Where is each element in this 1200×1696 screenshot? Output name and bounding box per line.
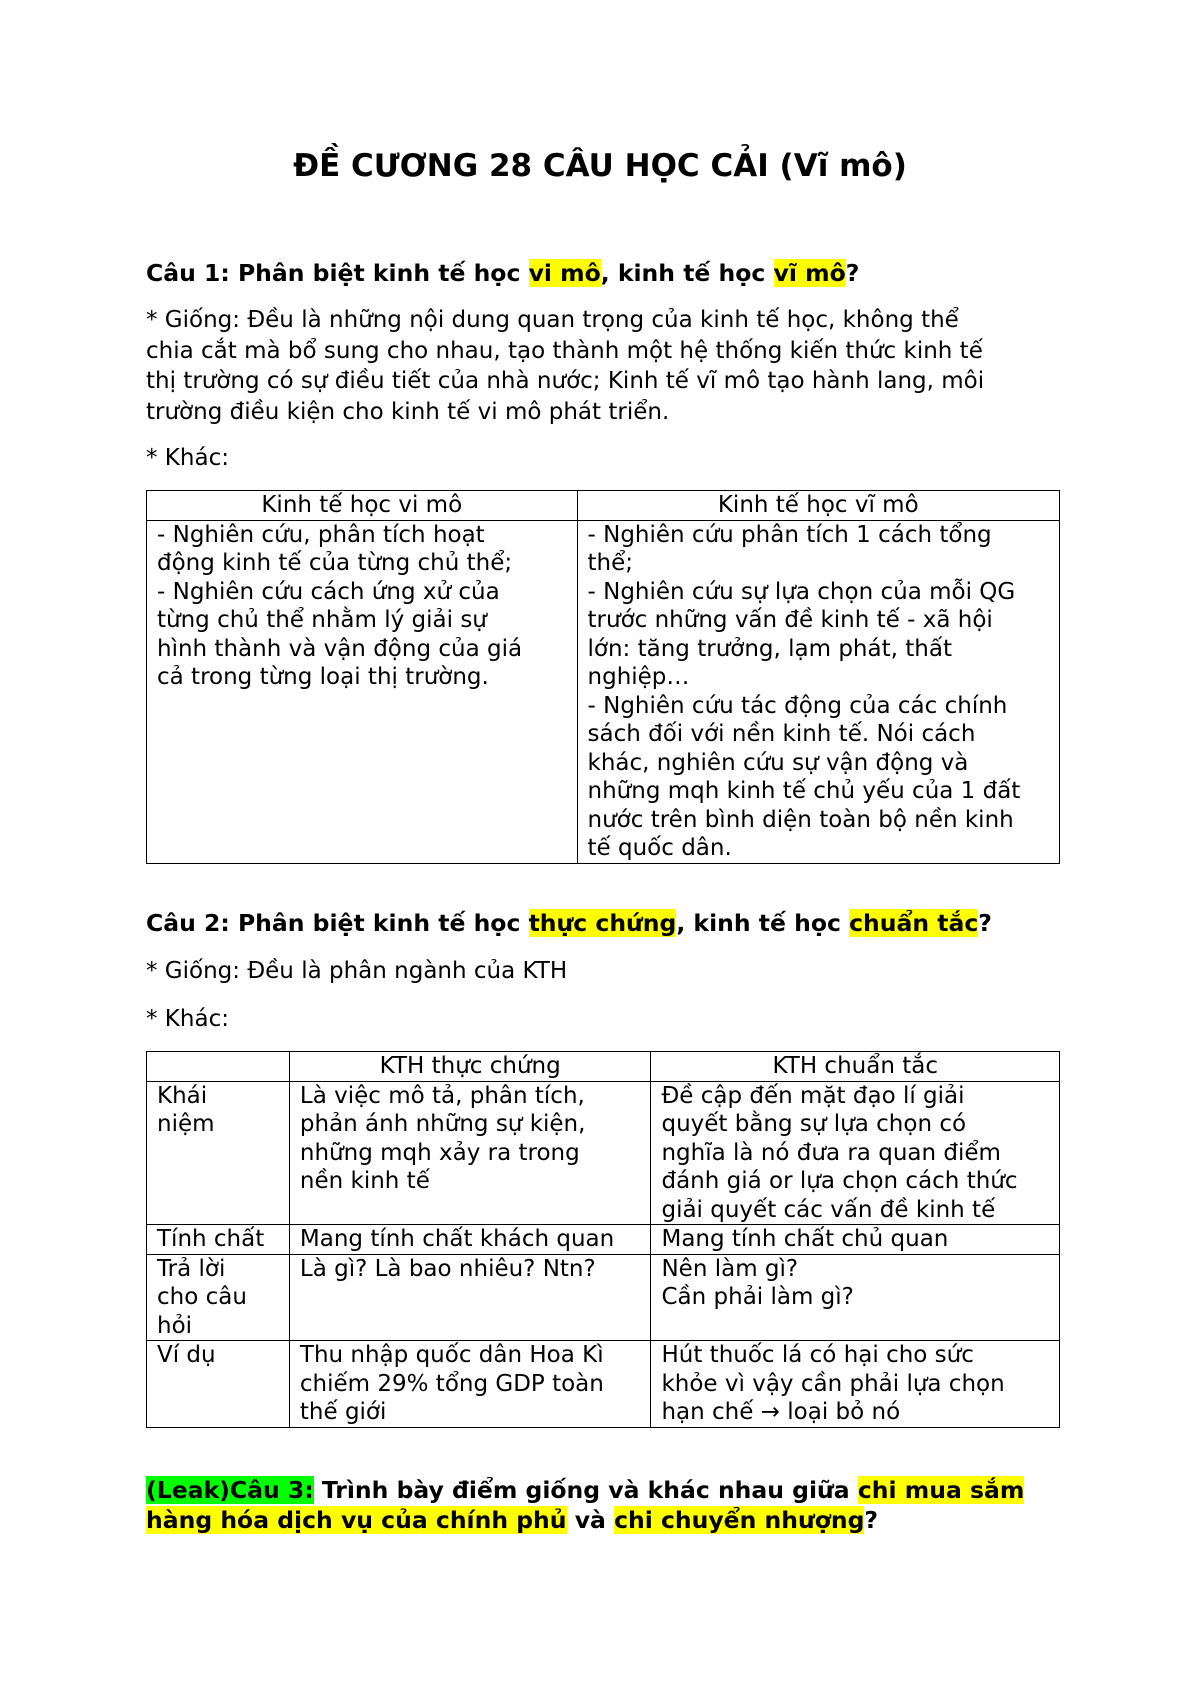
table-cell-vi-mo bbox=[147, 520, 578, 863]
cell-line: - Nghiên cứu sự lựa chọn của mỗi QG bbox=[587, 578, 1016, 605]
cell-line: những mqh xảy ra trong bbox=[299, 1139, 580, 1166]
q1-comparison-table bbox=[146, 490, 1060, 864]
table-cell bbox=[289, 1225, 651, 1255]
row-label-cell bbox=[147, 1081, 290, 1225]
cell-line: từng chủ thể nhằm lý giải sự bbox=[157, 607, 487, 633]
table-cell-vi-mo-macro bbox=[577, 520, 1059, 863]
table-row bbox=[147, 1081, 1060, 1225]
table-header-cell: KTH chuẩn tắc bbox=[651, 1052, 1060, 1082]
q1-highlight-vi-mo-2: vĩ mô bbox=[773, 259, 846, 287]
q1-prefix: Câu 1: Phân biệt kinh tế học bbox=[146, 259, 529, 287]
q3-highlight-1a: chi mua sắm bbox=[857, 1476, 1025, 1504]
row-label-cell bbox=[147, 1254, 290, 1341]
cell-line: - Nghiên cứu tác động của các chính bbox=[587, 692, 1008, 719]
table-header-cell: Kinh tế học vi mô bbox=[147, 491, 578, 521]
cell-line: cho câu bbox=[157, 1284, 247, 1310]
cell-line: Trả lời bbox=[157, 1255, 226, 1282]
cell-line: Thu nhập quốc dân Hoa Kì bbox=[299, 1342, 604, 1368]
q3-highlight-2: chi chuyển nhượng bbox=[614, 1506, 865, 1534]
table-header-row bbox=[147, 491, 1060, 521]
cell-line: phản ánh những sự kiện, bbox=[299, 1111, 586, 1137]
table-cell bbox=[651, 1225, 1060, 1255]
table-row bbox=[147, 520, 1060, 863]
cell-line: Khái bbox=[157, 1082, 208, 1109]
cell-line: Cần phải làm gì? bbox=[661, 1284, 854, 1310]
cell-line: nghiệp… bbox=[587, 664, 690, 690]
cell-line: lớn: tăng trưởng, lạm phát, thất bbox=[587, 635, 952, 662]
cell-line: tế quốc dân. bbox=[587, 835, 732, 861]
q2-similarities: * Giống: Đều là phân ngành của KTH bbox=[146, 958, 568, 984]
table-header-cell bbox=[147, 1052, 290, 1082]
cell-line: khác, nghiên cứu sự vận động và bbox=[587, 749, 969, 776]
cell-line: Đề cập đến mặt đạo lí giải bbox=[661, 1082, 965, 1109]
q2-highlight-thuc-chung: thực chứng bbox=[528, 909, 677, 937]
cell-line: nước trên bình diện toàn bộ nền kinh bbox=[587, 806, 1014, 833]
q2-highlight-chuan-tac: chuẩn tắc bbox=[849, 909, 979, 937]
cell-line: niệm bbox=[157, 1111, 215, 1137]
cell-line: - Nghiên cứu phân tích 1 cách tổng bbox=[587, 521, 992, 548]
table-cell bbox=[289, 1341, 651, 1428]
cell-line: nghĩa là nó đưa ra quan điểm bbox=[661, 1139, 1001, 1166]
row-label-cell bbox=[147, 1225, 290, 1255]
q1-giong-line: thị trường có sự điều tiết của nhà nước; Kinh tế vĩ mô tạo hành lang, môi bbox=[146, 368, 985, 394]
cell-line: Tính chất bbox=[157, 1226, 265, 1252]
cell-line: khỏe vì vậy cần phải lựa chọn bbox=[661, 1370, 1005, 1397]
cell-line: quyết bằng sự lựa chọn có bbox=[661, 1111, 967, 1137]
q3-leak-tag: (Leak)Câu 3: bbox=[146, 1476, 314, 1504]
cell-line: Nên làm gì? bbox=[661, 1255, 799, 1282]
table-cell bbox=[289, 1254, 651, 1341]
q1-mid: , kinh tế học bbox=[600, 259, 774, 287]
table-cell bbox=[651, 1341, 1060, 1428]
cell-line: hạn chế → loại bỏ nó bbox=[661, 1399, 901, 1425]
q1-suffix: ? bbox=[845, 259, 860, 287]
cell-line: những mqh kinh tế chủ yếu của 1 đất bbox=[587, 778, 1021, 804]
cell-line: Ví dụ bbox=[157, 1342, 216, 1368]
q1-similarities bbox=[146, 305, 1066, 427]
cell-line: hỏi bbox=[157, 1312, 193, 1339]
q3-text: Trình bày điểm giống và khác nhau giữa bbox=[313, 1476, 858, 1504]
table-cell bbox=[651, 1081, 1060, 1225]
cell-line: cả trong từng loại thị trường. bbox=[157, 664, 489, 690]
cell-line: - Nghiên cứu, phân tích hoạt bbox=[157, 521, 485, 548]
q1-giong-line: * Giống: Đều là những nội dung quan trọng của kinh tế học, không thể bbox=[146, 307, 959, 333]
q1-differences-label: * Khác: bbox=[146, 445, 229, 471]
q3-mid: và bbox=[566, 1506, 615, 1534]
cell-line: thể; bbox=[587, 550, 634, 576]
table-row bbox=[147, 1341, 1060, 1428]
table-header-cell: KTH thực chứng bbox=[289, 1052, 651, 1082]
q1-giong-line: chia cắt mà bổ sung cho nhau, tạo thành một hệ thống kiến thức kinh tế bbox=[146, 337, 983, 364]
row-label-cell bbox=[147, 1341, 290, 1428]
table-header-cell: Kinh tế học vĩ mô bbox=[577, 491, 1059, 521]
cell-line: thế giới bbox=[299, 1399, 387, 1425]
document-title: ĐỀ CƯƠNG 28 CÂU HỌC CẢI (Vĩ mô) bbox=[293, 148, 907, 184]
cell-line: giải quyết các vấn đề kinh tế bbox=[661, 1196, 996, 1223]
cell-line: - Nghiên cứu cách ứng xử của bbox=[157, 578, 500, 605]
q1-highlight-vi-mo: vi mô bbox=[528, 259, 601, 287]
cell-line: hình thành và vận động của giá bbox=[157, 635, 523, 662]
cell-line: nền kinh tế bbox=[299, 1168, 430, 1194]
table-cell bbox=[651, 1254, 1060, 1341]
cell-line: Hút thuốc lá có hại cho sức bbox=[661, 1342, 974, 1368]
cell-line: Là việc mô tả, phân tích, bbox=[299, 1082, 585, 1109]
cell-line: sách đối với nền kinh tế. Nói cách bbox=[587, 721, 976, 747]
q2-suffix: ? bbox=[978, 909, 992, 937]
cell-line: động kinh tế của từng chủ thể; bbox=[157, 550, 513, 576]
question-1-heading bbox=[146, 258, 1066, 288]
table-cell bbox=[289, 1081, 651, 1225]
q3-highlight-1b: hàng hóa dịch vụ của chính phủ bbox=[146, 1506, 567, 1534]
q1-giong-line: trường điều kiện cho kinh tế vi mô phát triển. bbox=[146, 398, 670, 425]
table-row bbox=[147, 1225, 1060, 1255]
q2-comparison-table bbox=[146, 1051, 1060, 1428]
table-header-row bbox=[147, 1052, 1060, 1082]
question-2-heading bbox=[146, 908, 1066, 938]
q2-mid: , kinh tế học bbox=[676, 909, 850, 937]
question-3-heading bbox=[146, 1475, 1066, 1535]
table-row bbox=[147, 1254, 1060, 1341]
cell-line: chiếm 29% tổng GDP toàn bbox=[299, 1370, 604, 1397]
q2-differences-label: * Khác: bbox=[146, 1006, 229, 1032]
q3-suffix: ? bbox=[864, 1506, 879, 1534]
cell-line: trước những vấn đề kinh tế - xã hội bbox=[587, 607, 993, 633]
cell-line: Mang tính chất chủ quan bbox=[661, 1226, 949, 1252]
q2-prefix: Câu 2: Phân biệt kinh tế học bbox=[146, 909, 529, 937]
cell-line: Là gì? Là bao nhiêu? Ntn? bbox=[299, 1255, 596, 1282]
cell-line: Mang tính chất khách quan bbox=[299, 1226, 615, 1252]
cell-line: đánh giá or lựa chọn cách thức bbox=[661, 1168, 1018, 1194]
